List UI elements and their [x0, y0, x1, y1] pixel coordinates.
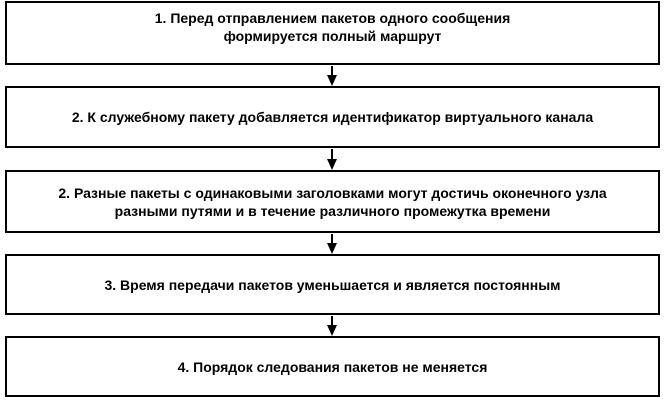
step-text-2: 2. К служебному пакету добавляется идентификатор виртуального канала — [71, 109, 594, 125]
step-text-5: 4. Порядок следования пакетов не меняется — [177, 358, 488, 375]
step-text-3: 2. Разные пакеты с одинаковыми заголовками могут достичь оконечного узла разными путями и в течение различного промежутка времени — [58, 184, 607, 219]
step-box-5 — [5, 336, 660, 397]
arrow-down-icon — [327, 149, 336, 170]
arrow-head — [327, 159, 337, 170]
arrow-down-icon — [327, 234, 336, 254]
arrow-head — [327, 243, 337, 254]
step-box-2 — [5, 86, 660, 148]
arrow-head — [327, 325, 337, 336]
step-box-3 — [5, 170, 660, 233]
arrow-down-icon — [327, 316, 336, 336]
step-text-4: 3. Время передачи пакетов уменьшается и является постоянным — [104, 276, 561, 293]
arrow-head — [327, 75, 337, 86]
arrow-down-icon — [327, 66, 336, 86]
step-text-1: 1. Перед отправлением пакетов одного сообщения формируется полный маршрут — [154, 10, 511, 44]
step-box-1 — [5, 1, 660, 65]
step-box-4 — [5, 254, 660, 315]
